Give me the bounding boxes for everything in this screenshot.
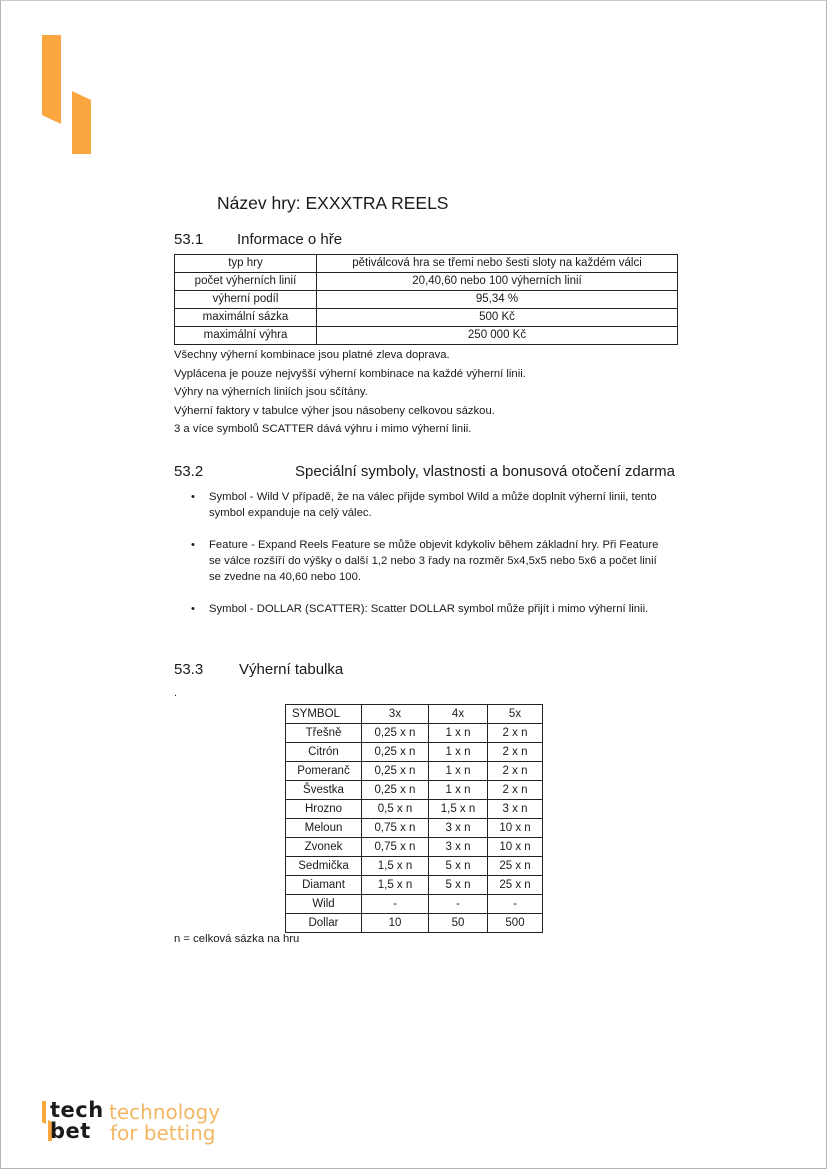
- payout-cell: 2 x n: [488, 781, 543, 800]
- payout-cell: 0,75 x n: [362, 838, 429, 857]
- paytable-row: [286, 895, 543, 914]
- payout-cell: 2 x n: [488, 724, 543, 743]
- payout-cell: 2 x n: [488, 762, 543, 781]
- payout-cell: 5 x n: [429, 857, 488, 876]
- section-title: Výherní tabulka: [239, 661, 344, 678]
- paytable-row: [286, 857, 543, 876]
- symbol-name: Wild: [286, 895, 362, 914]
- game-info-table: [174, 254, 678, 345]
- footer-tagline-technology: technology: [109, 1100, 221, 1124]
- payout-cell: 3 x n: [429, 819, 488, 838]
- stray-dot: .: [174, 687, 178, 699]
- footer-logo-bet: bet: [50, 1119, 91, 1143]
- paytable-row: [286, 838, 543, 857]
- payout-cell: 1,5 x n: [362, 876, 429, 895]
- info-value: 500 Kč: [317, 309, 678, 327]
- payout-cell: 3 x n: [429, 838, 488, 857]
- payout-cell: -: [429, 895, 488, 914]
- info-key: výherní podíl: [175, 291, 317, 309]
- symbol-name: Citrón: [286, 743, 362, 762]
- paytable-row: [286, 876, 543, 895]
- feature-bullet: [191, 489, 671, 521]
- info-key: maximální výhra: [175, 327, 317, 345]
- paytable-row: [286, 762, 543, 781]
- payout-cell: 25 x n: [488, 876, 543, 895]
- payout-cell: 1,5 x n: [429, 800, 488, 819]
- symbol-name: Pomeranč: [286, 762, 362, 781]
- payout-cell: 1 x n: [429, 762, 488, 781]
- feature-text: Feature - Expand Reels Feature se může objevit kdykoliv během základní hry. Při Feature se válce rozšíří do výšky o další 1,2 nebo 3 řady na rozměr 5x4,5x5 nebo 5x6 a počet linií se zvedne na 40,60 nebo 100.: [209, 539, 659, 583]
- payout-cell: 0,75 x n: [362, 819, 429, 838]
- info-table-row: [175, 255, 678, 273]
- symbol-name: Třešně: [286, 724, 362, 743]
- info-key: počet výherních linií: [175, 273, 317, 291]
- footer-logo-tech: tech: [50, 1098, 104, 1122]
- payout-cell: 0,25 x n: [362, 743, 429, 762]
- rule-note: 3 a více symbolů SCATTER dává výhru i mimo výherní linii.: [174, 423, 472, 435]
- payout-cell: 50: [429, 914, 488, 933]
- paytable-row: [286, 743, 543, 762]
- symbol-name: Diamant: [286, 876, 362, 895]
- rule-note: Všechny výherní kombinace jsou platné zleva doprava.: [174, 349, 450, 361]
- payout-cell: 0,25 x n: [362, 762, 429, 781]
- paytable-header-cell: SYMBOL: [286, 705, 362, 724]
- payout-cell: 10 x n: [488, 838, 543, 857]
- paytable-row: [286, 800, 543, 819]
- info-table-row: [175, 291, 678, 309]
- feature-bullet: [191, 601, 671, 617]
- section-number: 53.2: [174, 463, 204, 480]
- paytable-footnote: n = celková sázka na hru: [174, 933, 300, 945]
- rule-note: Vyplácena je pouze nejvyšší výherní kombinace na každé výherní linii.: [174, 367, 526, 380]
- payout-cell: 25 x n: [488, 857, 543, 876]
- feature-text: Symbol - Wild V případě, že na válec přijde symbol Wild a může doplnit výherní linii, tento symbol expanduje na celý válec.: [209, 491, 657, 519]
- payout-cell: 2 x n: [488, 743, 543, 762]
- payout-cell: 0,5 x n: [362, 800, 429, 819]
- symbol-name: Dollar: [286, 914, 362, 933]
- payout-cell: -: [362, 895, 429, 914]
- section-number: 53.1: [174, 231, 204, 248]
- paytable-header-cell: 4x: [429, 705, 488, 724]
- rule-note: Výherní faktory v tabulce výher jsou násobeny celkovou sázkou.: [174, 404, 495, 417]
- document-title: Název hry: EXXXTRA REELS: [217, 193, 449, 213]
- payout-cell: -: [488, 895, 543, 914]
- payout-cell: 3 x n: [488, 800, 543, 819]
- payout-cell: 0,25 x n: [362, 724, 429, 743]
- info-key: maximální sázka: [175, 309, 317, 327]
- bullet-icon: •: [191, 539, 195, 551]
- info-table-row: [175, 309, 678, 327]
- paytable-header-cell: 5x: [488, 705, 543, 724]
- payout-cell: 0,25 x n: [362, 781, 429, 800]
- symbol-name: Zvonek: [286, 838, 362, 857]
- payout-cell: 1 x n: [429, 724, 488, 743]
- symbol-name: Hrozno: [286, 800, 362, 819]
- symbol-name: Sedmička: [286, 857, 362, 876]
- section-title: Informace o hře: [237, 231, 343, 248]
- payout-cell: 10: [362, 914, 429, 933]
- special-features-list: [191, 489, 671, 633]
- payout-cell: 500: [488, 914, 543, 933]
- bullet-icon: •: [191, 491, 195, 503]
- section-number: 53.3: [174, 661, 204, 678]
- payout-cell: 1 x n: [429, 781, 488, 800]
- info-value: pětiválcová hra se třemi nebo šesti sloty na každém válci: [317, 255, 678, 273]
- feature-text: Symbol - DOLLAR (SCATTER): Scatter DOLLAR symbol může přijít i mimo výherní linii.: [209, 603, 649, 615]
- section-title: Speciální symboly, vlastnosti a bonusová otočení zdarma: [295, 463, 675, 480]
- paytable-header-cell: 3x: [362, 705, 429, 724]
- paytable-row: [286, 781, 543, 800]
- info-value: 95,34 %: [317, 291, 678, 309]
- info-table-row: [175, 327, 678, 345]
- paytable-row: [286, 724, 543, 743]
- info-value: 20,40,60 nebo 100 výherních linií: [317, 273, 678, 291]
- info-value: 250 000 Kč: [317, 327, 678, 345]
- paytable-row: [286, 819, 543, 838]
- symbol-name: Švestka: [286, 781, 362, 800]
- rules-notes: [174, 346, 526, 439]
- feature-bullet: [191, 537, 671, 585]
- paytable-header-row: [286, 705, 543, 724]
- info-key: typ hry: [175, 255, 317, 273]
- payout-cell: 1 x n: [429, 743, 488, 762]
- info-table-row: [175, 273, 678, 291]
- symbol-name: Meloun: [286, 819, 362, 838]
- payout-cell: 5 x n: [429, 876, 488, 895]
- rule-note: Výhry na výherních liniích jsou sčítány.: [174, 386, 368, 398]
- bullet-icon: •: [191, 603, 195, 615]
- paytable-row: [286, 914, 543, 933]
- payout-cell: 10 x n: [488, 819, 543, 838]
- footer-tagline-for-betting: for betting: [110, 1121, 216, 1145]
- paytable: [285, 704, 543, 933]
- payout-cell: 1,5 x n: [362, 857, 429, 876]
- logo-bars-icon: [41, 34, 93, 156]
